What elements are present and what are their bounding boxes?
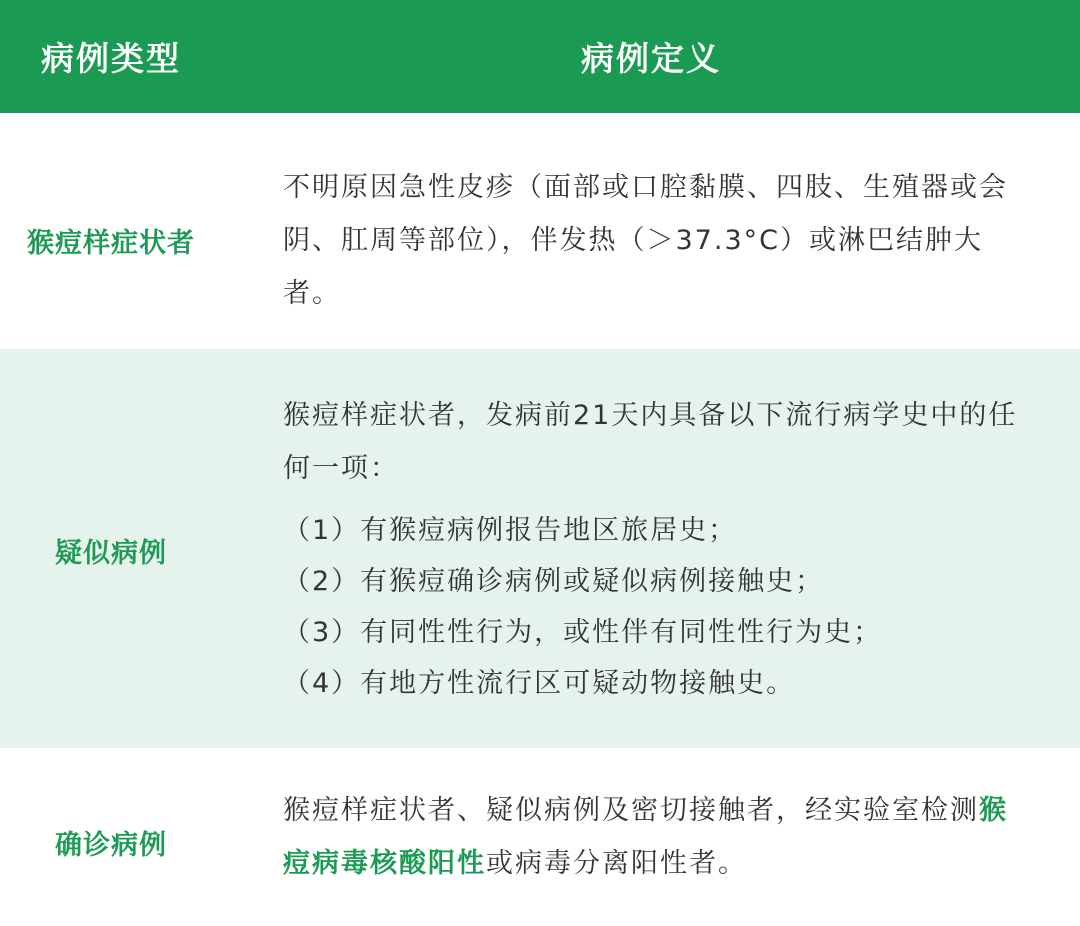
definition-text — [283, 784, 1023, 890]
definition-suffix: 或病毒分离阳性者。 — [486, 848, 747, 879]
list-item: （3）有同性性行为，或性伴有同性性行为史； — [283, 617, 883, 648]
header-case-type: 病例类型 — [41, 39, 181, 78]
header-case-definition: 病例定义 — [581, 39, 721, 78]
case-definition — [283, 161, 1023, 320]
definition-highlight: 猴痘病毒核酸阳性 — [283, 795, 1008, 879]
case-type-confirmed: 确诊病例 — [55, 829, 167, 861]
list-item: （1）有猴痘病例报告地区旅居史； — [283, 515, 738, 546]
table-row — [0, 113, 1080, 349]
case-type-suspected: 疑似病例 — [55, 538, 167, 569]
definition-intro: 猴痘样症状者，发病前21天内具备以下流行病学史中的任何一项： — [283, 400, 1018, 484]
table-row — [0, 748, 1080, 926]
table-header — [0, 0, 1080, 113]
definition-text: 不明原因急性皮疹（面部或口腔黏膜、四肢、生殖器或会阴、肛周等部位），伴发热（＞37.3°C）或淋巴结肿大者。 — [283, 172, 1008, 309]
case-type-monkeypox-like-symptoms: 猴痘样症状者 — [27, 227, 195, 259]
table-row — [0, 349, 1080, 748]
definition-prefix: 猴痘样症状者、疑似病例及密切接触者，经实验室检测 — [283, 795, 979, 826]
list-item: （4）有地方性流行区可疑动物接触史。 — [283, 668, 796, 699]
case-definition — [283, 389, 1023, 709]
list-item: （2）有猴痘确诊病例或疑似病例接触史； — [283, 566, 825, 597]
case-definition — [283, 784, 1023, 890]
